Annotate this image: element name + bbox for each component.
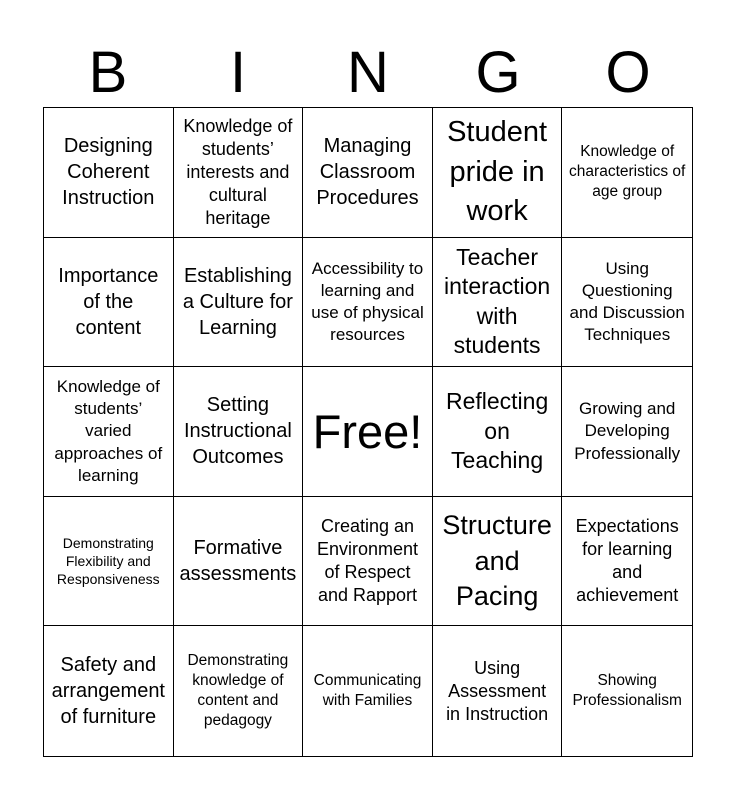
bingo-cell[interactable]: Knowledge of characteristics of age group	[562, 108, 692, 238]
bingo-cell[interactable]: Accessibility to learning and use of physical resources	[303, 238, 433, 368]
bingo-cell[interactable]: Safety and arrangement of furniture	[44, 626, 174, 756]
bingo-cell[interactable]: Teacher interaction with students	[433, 238, 563, 368]
bingo-cell[interactable]: Student pride in work	[433, 108, 563, 238]
bingo-cell[interactable]: Using Questioning and Discussion Techniques	[562, 238, 692, 368]
bingo-cell[interactable]: Setting Instructional Outcomes	[174, 367, 304, 497]
bingo-board	[43, 107, 693, 757]
header-letter-o: O	[605, 40, 651, 105]
header-letter-b: B	[88, 40, 128, 105]
bingo-cell[interactable]: Demonstrating knowledge of content and pedagogy	[174, 626, 304, 756]
bingo-cell[interactable]: Growing and Developing Professionally	[562, 367, 692, 497]
bingo-cell[interactable]: Knowledge of students’ varied approaches of learning	[44, 367, 174, 497]
bingo-cell[interactable]: Creating an Environment of Respect and Rapport	[303, 497, 433, 627]
bingo-cell[interactable]: Using Assessment in Instruction	[433, 626, 563, 756]
bingo-cell[interactable]: Designing Coherent Instruction	[44, 108, 174, 238]
bingo-cell[interactable]: Communicating with Families	[303, 626, 433, 756]
bingo-cell[interactable]: Reflecting on Teaching	[433, 367, 563, 497]
bingo-cell[interactable]: Importance of the content	[44, 238, 174, 368]
header-letter-g: G	[475, 40, 521, 105]
bingo-cell[interactable]: Showing Professionalism	[572, 672, 682, 710]
bingo-cell[interactable]: Knowledge of students’ interests and cultural heritage	[174, 108, 304, 238]
bingo-cell[interactable]: Demonstrating Flexibility and Responsiveness	[44, 497, 174, 627]
bingo-cell[interactable]: Expectations for learning and achievement	[562, 497, 692, 627]
bingo-header	[43, 40, 693, 106]
bingo-cell[interactable]: Formative assessments	[174, 497, 304, 627]
header-letter-i: I	[229, 40, 247, 105]
free-space-cell[interactable]: Free!	[303, 367, 433, 497]
bingo-cell[interactable]: Structure and Pacing	[433, 497, 563, 627]
header-letter-n: N	[347, 40, 389, 105]
bingo-cell[interactable]: Managing Classroom Procedures	[303, 108, 433, 238]
bingo-cell[interactable]: Establishing a Culture for Learning	[174, 238, 304, 368]
